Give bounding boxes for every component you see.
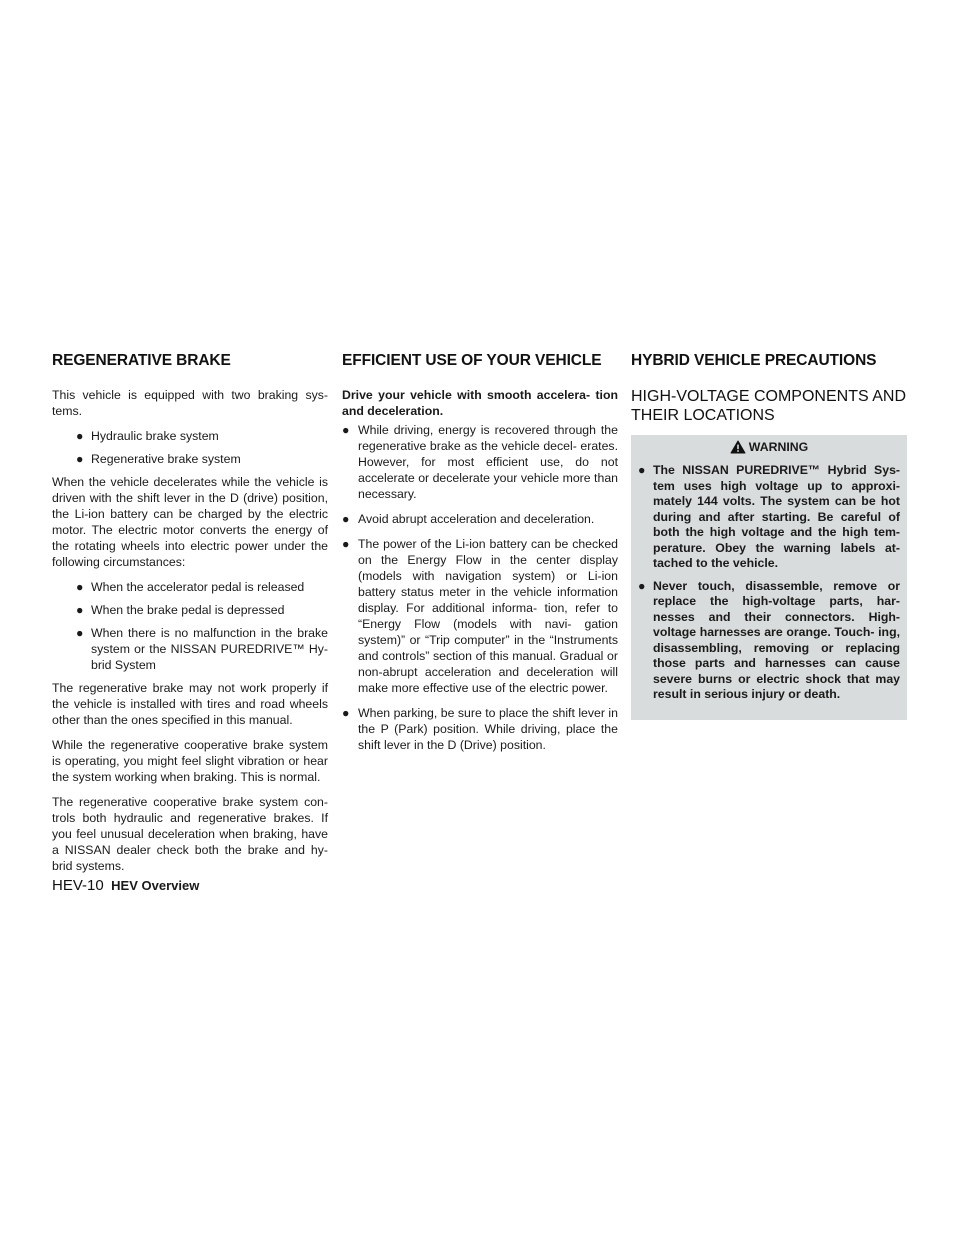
section-heading-regenerative-brake: REGENERATIVE BRAKE xyxy=(52,352,231,369)
bullet-icon: ● xyxy=(342,537,350,551)
paragraph-vibration: While the regenerative cooperative brake system is operating, you might feel slight vibration or hear the system working when braking. This is normal. xyxy=(52,738,328,784)
bullet-icon: ● xyxy=(76,452,84,466)
bullet-icon: ● xyxy=(76,603,84,617)
list-item: ● Never touch, disassemble, remove or replace the high-voltage parts, har- nesses and their connectors. High- voltage harnesses are orange. Touch- ing, disassembling, removing or replacing those parts and harnesses can cause severe burns or electric shock that may result in serious injury or death. xyxy=(638,578,900,701)
paragraph-tires: The regenerative brake may not work properly if the vehicle is installed with tires and road wheels other than the ones specified in this manual. xyxy=(52,681,328,727)
bullet-icon: ● xyxy=(76,429,84,443)
list-item: ● Hydraulic brake system xyxy=(76,429,219,443)
page-footer xyxy=(52,877,199,895)
warning-title xyxy=(638,439,900,455)
lead-statement: Drive your vehicle with smooth accelera- tion and deceleration. xyxy=(342,388,618,418)
paragraph-charge: When the vehicle decelerates while the vehicle is driven with the shift lever in the D (drive) position, the Li-ion battery can be charged by the electric motor. The electric motor converts the energy of the rotating wheels into electric power under the following circumstances: xyxy=(52,475,328,569)
bullet-icon: ● xyxy=(76,626,84,640)
list-item: ● The NISSAN PUREDRIVE™ Hybrid Sys- tem uses high voltage up to approxi- mately 144 volts. The system can be hot during and after starting. Be careful of both the high voltage and the high tem- perature. Obey the warning labels at- tached to the vehicle. xyxy=(638,463,900,570)
list-item: ● When the brake pedal is depressed xyxy=(76,603,285,617)
section-heading-hybrid-precautions: HYBRID VEHICLE PRECAUTIONS xyxy=(631,352,877,369)
circumstances-list xyxy=(52,579,328,673)
bullet-icon: ● xyxy=(342,512,350,526)
list-item: ● The power of the Li-ion battery can be checked on the Energy Flow in the center display (models with navigation system) or Li-ion battery status meter in the vehicle information display. For additional informa- tion, refer to “Energy Flow (models with navi- gation system)” or “Trip computer” in the “Instruments and controls” section of this manual. Gradual or non-abrupt acceleration and deceleration will make more effective use of the electric power. xyxy=(342,537,618,695)
warning-triangle-icon xyxy=(730,440,746,454)
paragraph-dealer: The regenerative cooperative brake system con- trols both hydraulic and regenerative brakes. If you feel unusual deceleration when braking, have a NISSAN dealer check both the brake and hy- brid systems. xyxy=(52,795,328,873)
section-heading-efficient-use: EFFICIENT USE OF YOUR VEHICLE xyxy=(342,352,602,369)
bullet-icon: ● xyxy=(342,423,350,437)
list-item: ● When there is no malfunction in the brake system or the NISSAN PUREDRIVE™ Hy- brid System xyxy=(76,626,328,672)
warning-label: WARNING xyxy=(748,440,809,454)
list-item: ● Regenerative brake system xyxy=(76,452,241,466)
bullet-icon: ● xyxy=(638,463,646,477)
paragraph-intro: This vehicle is equipped with two braking sys- tems. xyxy=(52,388,328,418)
bullet-icon: ● xyxy=(342,706,350,720)
list-item: ● Avoid abrupt acceleration and deceleration. xyxy=(342,512,595,526)
warning-box xyxy=(631,435,907,720)
efficient-use-list xyxy=(342,422,618,753)
bullet-icon: ● xyxy=(76,580,84,594)
column-efficient-use xyxy=(342,352,618,762)
bullet-icon: ● xyxy=(638,578,646,593)
list-item: ● While driving, energy is recovered through the regenerative brake as the vehicle decel- erates. However, for most efficient use, do not accelerate or decelerate your vehicle more than necessary. xyxy=(342,423,618,501)
list-item: ● When the accelerator pedal is released xyxy=(76,580,305,594)
page-number: HEV-10 xyxy=(52,877,104,894)
column-regenerative-brake xyxy=(52,352,328,883)
column-hybrid-precautions xyxy=(631,352,907,720)
list-item: ● When parking, be sure to place the shift lever in the P (Park) position. While driving, place the shift lever in the D (Drive) position. xyxy=(342,706,618,752)
subheading-high-voltage: HIGH-VOLTAGE COMPONENTS AND THEIR LOCATIONS xyxy=(631,388,906,424)
warning-list xyxy=(638,463,900,703)
brake-systems-list xyxy=(52,428,328,467)
section-name: HEV Overview xyxy=(111,878,200,893)
